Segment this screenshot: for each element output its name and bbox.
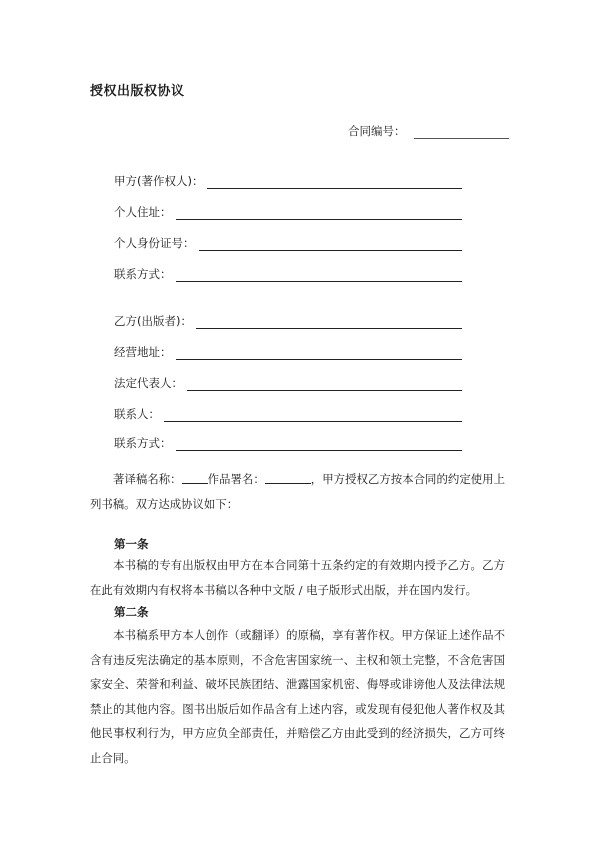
- party-a-label: 甲方(著作权人)：: [114, 174, 204, 188]
- party-b-contact-blank[interactable]: [176, 438, 463, 451]
- author-name-blank[interactable]: [265, 472, 311, 484]
- party-a-contact-field: [114, 266, 462, 282]
- article-1-heading: 第一条: [114, 537, 149, 551]
- party-b-contact-person-blank[interactable]: [164, 409, 462, 422]
- party-a-id-label: 个人身份证号：: [114, 236, 195, 250]
- party-a-address-field: [114, 204, 462, 220]
- party-b-field: [114, 313, 462, 329]
- party-b-address-field: [114, 344, 462, 360]
- party-a-contact-blank[interactable]: [176, 269, 463, 282]
- party-b-rep-label: 法定代表人：: [114, 376, 183, 390]
- party-b-blank[interactable]: [196, 316, 462, 329]
- article-1-paragraph: [90, 553, 505, 602]
- intro-paragraph: [90, 467, 505, 516]
- contract-number: [348, 123, 509, 139]
- article-1-text: 本书稿的专有出版权由甲方在本合同第十五条约定的有效期内授予乙方。乙方在此有效期内有权将本书稿以各种中文版 / 电子版形式出版，并在国内发行。: [90, 558, 505, 597]
- party-a-field: [114, 173, 462, 189]
- document-title: 授权出版权协议: [90, 84, 185, 99]
- party-b-contact-field: [114, 435, 462, 451]
- party-a-address-blank[interactable]: [176, 207, 463, 220]
- work-name-blank[interactable]: [182, 472, 208, 484]
- article-2-text: 本书稿系甲方本人创作（或翻译）的原稿，享有著作权。甲方保证上述作品不含有违反宪法确定的基本原则，不含危害国家统一、主权和领土完整，不含危害国家安全、荣誉和利益、破坏民族团结、泄露国家机密、侮辱或诽谤他人及法律法规禁止的其他内容。图书出版后如作品含有上述内容，或发现有侵犯他人著作权及其他民事权利行为，甲方应负全部责任，并赔偿乙方由此受到的经济损失，乙方可终止合同。: [90, 628, 505, 765]
- party-b-address-label: 经营地址：: [114, 345, 172, 359]
- contract-number-label: 合同编号：: [348, 124, 406, 138]
- article-2-paragraph: [90, 623, 505, 771]
- intro-work-name-label: 著译稿名称：: [113, 472, 182, 486]
- party-b-contact-label: 联系方式：: [114, 436, 172, 450]
- intro-text: ，甲方授权乙方按本合同的约定使用上列书稿。双方达成协议如下：: [90, 472, 505, 511]
- party-b-label: 乙方(出版者)：: [114, 314, 192, 328]
- contract-number-blank[interactable]: [414, 126, 509, 139]
- party-a-contact-label: 联系方式：: [114, 267, 172, 281]
- party-a-id-blank[interactable]: [199, 238, 463, 251]
- party-a-id-field: [114, 235, 462, 251]
- party-b-rep-blank[interactable]: [187, 378, 462, 391]
- party-b-address-blank[interactable]: [176, 347, 463, 360]
- article-2-heading: 第二条: [114, 605, 149, 619]
- party-b-contact-person-label: 联系人：: [114, 407, 160, 421]
- party-b-rep-field: [114, 375, 462, 391]
- intro-author-label: 作品署名：: [207, 472, 265, 486]
- party-a-address-label: 个人住址：: [114, 205, 172, 219]
- party-b-contact-person-field: [114, 406, 462, 422]
- party-a-blank[interactable]: [207, 176, 462, 189]
